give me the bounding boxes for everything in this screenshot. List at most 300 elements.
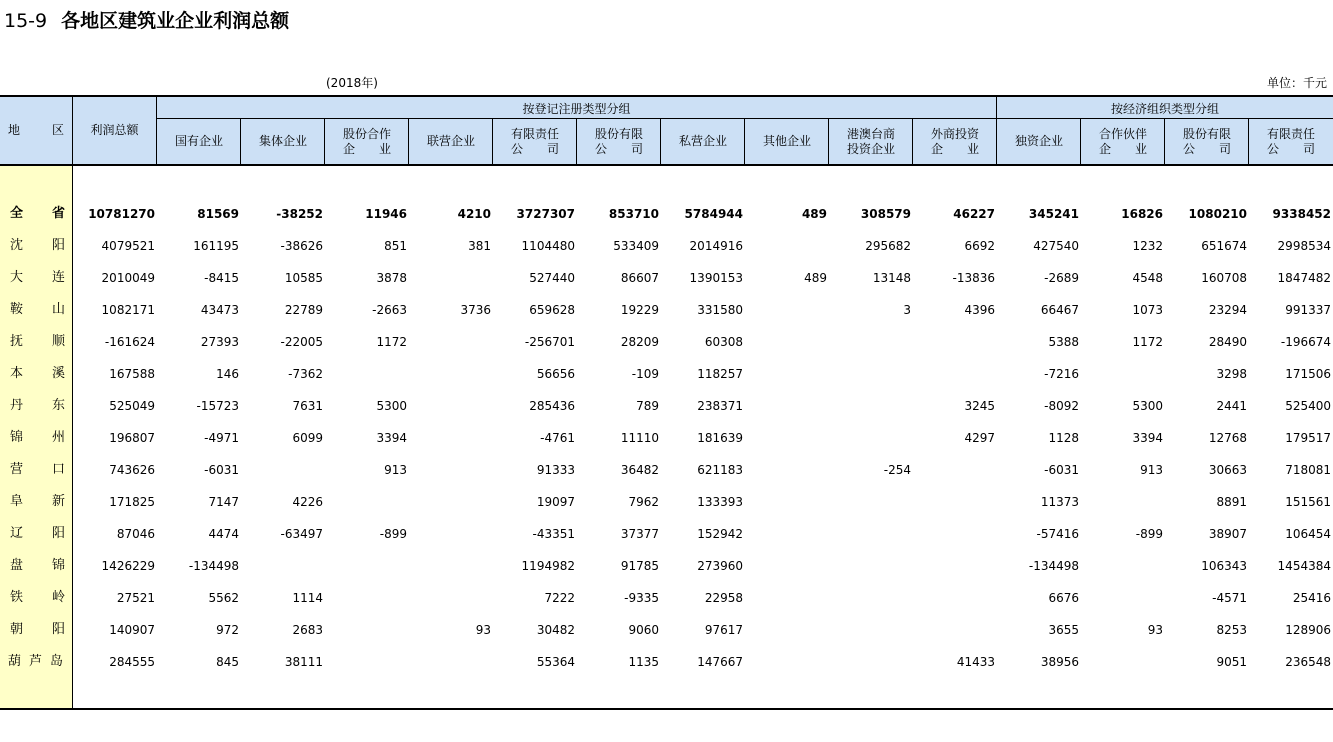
column-divider — [408, 119, 409, 164]
column-header-line: 公 司 — [594, 141, 643, 156]
value-cell: 5388 — [1048, 335, 1079, 349]
value-cell: 789 — [636, 399, 659, 413]
region-name — [0, 460, 72, 480]
value-cell: -2663 — [372, 303, 407, 317]
value-cell: 525400 — [1285, 399, 1331, 413]
value-cell: 56656 — [536, 367, 575, 381]
value-cell: -899 — [379, 527, 407, 541]
value-cell — [831, 524, 911, 544]
value-cell — [1083, 588, 1163, 608]
region-name — [0, 652, 72, 672]
value-cell: 11373 — [1040, 495, 1079, 509]
column-header-line: 公 司 — [1182, 141, 1231, 156]
value-cell: 1135 — [628, 655, 659, 669]
value-cell: 93 — [475, 623, 491, 637]
value-cell: -196674 — [1280, 335, 1331, 349]
value-cell: 1128 — [1048, 431, 1079, 445]
region-header-char-1: 地 — [8, 122, 21, 137]
value-cell: 28209 — [620, 335, 659, 349]
value-cell: 3727307 — [516, 207, 575, 221]
value-cell: 2998534 — [1277, 239, 1331, 253]
region-name-char: 抚 — [10, 334, 24, 349]
column-header-line: 独资企业 — [1014, 134, 1063, 148]
value-cell: 1114 — [292, 591, 323, 605]
value-cell: 3298 — [1216, 367, 1247, 381]
column-header-text — [1099, 127, 1147, 157]
region-name-char: 顺 — [52, 334, 66, 349]
value-cell: -13836 — [952, 271, 995, 285]
value-cell: 1073 — [1132, 303, 1163, 317]
value-cell — [327, 364, 407, 384]
value-cell: 16826 — [1121, 207, 1163, 221]
value-cell — [747, 236, 827, 256]
region-name — [0, 364, 72, 384]
column-header-text — [175, 134, 223, 149]
region-name — [0, 428, 72, 448]
value-cell: 1104480 — [521, 239, 575, 253]
value-cell: 147667 — [697, 655, 743, 669]
value-cell — [327, 588, 407, 608]
value-cell — [831, 588, 911, 608]
value-cell — [747, 460, 827, 480]
value-cell: 2441 — [1216, 399, 1247, 413]
column-header-line: 有限责任 — [1266, 126, 1315, 141]
column-divider — [996, 96, 997, 164]
value-cell: 91785 — [620, 559, 659, 573]
value-cell: 171506 — [1285, 367, 1331, 381]
column-header-line: 外商投资 — [930, 126, 979, 141]
registration-type-group-header: 按登记注册类型分组 — [522, 102, 631, 116]
column-divider — [156, 96, 157, 164]
column-header-line: 公 司 — [1266, 141, 1315, 156]
value-cell — [411, 652, 491, 672]
value-cell — [243, 460, 323, 480]
value-cell: 1172 — [1132, 335, 1163, 349]
region-name — [0, 204, 72, 224]
column-header-1 — [157, 119, 241, 164]
value-cell: 6692 — [964, 239, 995, 253]
value-cell — [327, 620, 407, 640]
value-cell: 41433 — [956, 655, 995, 669]
value-cell: 46227 — [953, 207, 995, 221]
value-cell: 93 — [1147, 623, 1163, 637]
value-cell: 972 — [216, 623, 239, 637]
value-cell — [411, 396, 491, 416]
region-name-char: 阳 — [52, 238, 66, 253]
value-cell: 133393 — [697, 495, 743, 509]
column-header-7 — [661, 119, 745, 164]
value-cell — [1083, 492, 1163, 512]
value-cell: -134498 — [188, 559, 239, 573]
region-name-char: 岭 — [52, 590, 66, 605]
value-cell — [1083, 556, 1163, 576]
value-cell — [747, 588, 827, 608]
column-header-text — [427, 134, 475, 149]
value-cell — [327, 492, 407, 512]
value-cell: 6099 — [292, 431, 323, 445]
value-cell — [747, 652, 827, 672]
unit-note: 单位：千元 — [1266, 76, 1327, 90]
column-divider — [744, 119, 745, 164]
table-bottom-rule — [0, 708, 1333, 710]
value-cell: 285436 — [529, 399, 575, 413]
column-header-4 — [409, 119, 493, 164]
region-header — [0, 96, 72, 164]
value-cell — [831, 620, 911, 640]
value-cell: 106454 — [1285, 527, 1331, 541]
region-name-char: 朝 — [10, 622, 24, 637]
value-cell: 7631 — [292, 399, 323, 413]
value-cell: -134498 — [1028, 559, 1079, 573]
value-cell: -899 — [1135, 527, 1163, 541]
total-profit-cell: 27521 — [116, 591, 155, 605]
value-cell: 6676 — [1048, 591, 1079, 605]
value-cell: 38111 — [284, 655, 323, 669]
column-header-line: 企 业 — [1098, 141, 1147, 156]
region-name-char: 新 — [52, 494, 66, 509]
region-name-char: 省 — [52, 206, 66, 221]
region-name — [0, 524, 72, 544]
value-cell: 489 — [804, 271, 827, 285]
value-cell: 9060 — [628, 623, 659, 637]
value-cell — [411, 492, 491, 512]
value-cell — [747, 300, 827, 320]
value-cell: 10585 — [284, 271, 323, 285]
value-cell: 12768 — [1208, 431, 1247, 445]
total-profit-cell: 1082171 — [101, 303, 155, 317]
value-cell: 1080210 — [1188, 207, 1247, 221]
value-cell: 3394 — [1132, 431, 1163, 445]
column-header-line: 企 业 — [930, 141, 979, 156]
value-cell: 3655 — [1048, 623, 1079, 637]
value-cell: 5562 — [208, 591, 239, 605]
value-cell: -22005 — [280, 335, 323, 349]
region-name-char: 本 — [10, 366, 24, 381]
value-cell: 25416 — [1292, 591, 1331, 605]
total-profit-cell: 284555 — [109, 655, 155, 669]
value-cell: 1232 — [1132, 239, 1163, 253]
value-cell: 991337 — [1285, 303, 1331, 317]
total-profit-cell: 743626 — [109, 463, 155, 477]
value-cell: 28490 — [1208, 335, 1247, 349]
value-cell: 8253 — [1216, 623, 1247, 637]
region-name-char: 鞍 — [10, 302, 24, 317]
table-title — [4, 6, 289, 33]
column-header-text — [511, 127, 559, 157]
value-cell: 4474 — [208, 527, 239, 541]
column-header-text — [763, 134, 811, 149]
value-cell: 8891 — [1216, 495, 1247, 509]
region-name-char: 口 — [52, 462, 66, 477]
value-cell: 9338452 — [1272, 207, 1331, 221]
value-cell: -4761 — [540, 431, 575, 445]
region-name-char: 阳 — [52, 622, 66, 637]
value-cell: 128906 — [1285, 623, 1331, 637]
region-name — [0, 300, 72, 320]
value-cell: 106343 — [1201, 559, 1247, 573]
value-cell — [831, 364, 911, 384]
value-cell: 13148 — [872, 271, 911, 285]
value-cell: 7962 — [628, 495, 659, 509]
value-cell: 2683 — [292, 623, 323, 637]
table-title-text: 各地区建筑业企业利润总额 — [61, 10, 290, 32]
column-header-line: 联营企业 — [426, 134, 475, 148]
region-name-text: 葫芦岛 — [8, 654, 72, 669]
value-cell: 7222 — [544, 591, 575, 605]
region-name-char: 盘 — [10, 558, 24, 573]
total-profit-cell: 1426229 — [101, 559, 155, 573]
value-cell: 81569 — [197, 207, 239, 221]
value-cell: 913 — [1140, 463, 1163, 477]
value-cell: 4297 — [964, 431, 995, 445]
column-divider — [1164, 119, 1165, 164]
region-name-char: 辽 — [10, 526, 24, 541]
value-cell: -38626 — [280, 239, 323, 253]
value-cell: 3245 — [964, 399, 995, 413]
total-profit-cell: 140907 — [109, 623, 155, 637]
value-cell: 179517 — [1285, 431, 1331, 445]
column-header-line: 其他企业 — [762, 134, 811, 148]
column-header-6 — [577, 119, 661, 164]
value-cell: 659628 — [529, 303, 575, 317]
total-profit-cell: 10781270 — [88, 207, 155, 221]
value-cell — [915, 460, 995, 480]
value-cell: 22789 — [284, 303, 323, 317]
value-cell: 36482 — [620, 463, 659, 477]
value-cell: 913 — [384, 463, 407, 477]
value-cell — [915, 332, 995, 352]
value-cell: 60308 — [704, 335, 743, 349]
value-cell: 27393 — [200, 335, 239, 349]
organization-type-group-header: 按经济组织类型分组 — [1110, 102, 1219, 116]
region-name-char: 铁 — [10, 590, 24, 605]
value-cell: -256701 — [524, 335, 575, 349]
value-cell: 845 — [216, 655, 239, 669]
region-header-char-2: 区 — [51, 122, 64, 137]
region-name-char: 全 — [10, 206, 24, 221]
value-cell: 97617 — [704, 623, 743, 637]
value-cell — [411, 332, 491, 352]
value-cell: 4226 — [292, 495, 323, 509]
total-profit-cell: 167588 — [109, 367, 155, 381]
column-header-10 — [913, 119, 997, 164]
value-cell — [1083, 652, 1163, 672]
value-cell: 3736 — [460, 303, 491, 317]
value-cell: -109 — [631, 367, 659, 381]
value-cell: 527440 — [529, 271, 575, 285]
value-cell: 1194982 — [521, 559, 575, 573]
value-cell: 91333 — [536, 463, 575, 477]
value-cell — [747, 332, 827, 352]
region-name-char: 溪 — [52, 366, 66, 381]
value-cell: 7147 — [208, 495, 239, 509]
value-cell: 1454384 — [1277, 559, 1331, 573]
value-cell — [747, 364, 827, 384]
value-cell: 4210 — [457, 207, 491, 221]
value-cell: 151561 — [1285, 495, 1331, 509]
value-cell — [243, 556, 323, 576]
column-header-line: 有限责任 — [510, 126, 559, 141]
total-profit-cell: 87046 — [116, 527, 155, 541]
value-cell: 118257 — [697, 367, 743, 381]
table-number: 15-9 — [4, 10, 48, 32]
value-cell — [747, 524, 827, 544]
value-cell — [747, 428, 827, 448]
value-cell — [327, 652, 407, 672]
value-cell — [831, 332, 911, 352]
column-header-line: 股份有限 — [594, 126, 643, 141]
column-divider — [576, 119, 577, 164]
region-name — [0, 396, 72, 416]
column-header-line: 投资企业 — [846, 141, 895, 156]
value-cell: 427540 — [1033, 239, 1079, 253]
region-name-char: 锦 — [52, 558, 66, 573]
value-cell: 851 — [384, 239, 407, 253]
column-header-12 — [1081, 119, 1165, 164]
value-cell — [915, 556, 995, 576]
column-divider — [1248, 119, 1249, 164]
value-cell: 381 — [468, 239, 491, 253]
value-cell: -6031 — [204, 463, 239, 477]
total-profit-cell: 2010049 — [101, 271, 155, 285]
value-cell: -6031 — [1044, 463, 1079, 477]
column-header-2 — [241, 119, 325, 164]
value-cell: 3878 — [376, 271, 407, 285]
value-cell: 22958 — [704, 591, 743, 605]
value-cell: 38956 — [1040, 655, 1079, 669]
column-header-line: 合作伙伴 — [1098, 126, 1147, 141]
value-cell: 533409 — [613, 239, 659, 253]
value-cell: 11110 — [620, 431, 659, 445]
column-header-text — [931, 127, 979, 157]
column-header-13 — [1165, 119, 1249, 164]
value-cell: 236548 — [1285, 655, 1331, 669]
value-cell — [411, 556, 491, 576]
column-divider — [240, 119, 241, 164]
region-name — [0, 588, 72, 608]
value-cell: 4396 — [964, 303, 995, 317]
value-cell — [411, 428, 491, 448]
value-cell — [747, 492, 827, 512]
column-header-9 — [829, 119, 913, 164]
region-name — [0, 268, 72, 288]
value-cell: -7362 — [288, 367, 323, 381]
region-name-char: 山 — [52, 302, 66, 317]
value-cell: 55364 — [536, 655, 575, 669]
column-divider — [492, 119, 493, 164]
value-cell — [327, 556, 407, 576]
value-cell: 2014916 — [689, 239, 743, 253]
value-cell: 345241 — [1028, 207, 1079, 221]
value-cell: 43473 — [200, 303, 239, 317]
value-cell — [831, 556, 911, 576]
value-cell — [831, 652, 911, 672]
total-profit-header: 利润总额 — [90, 122, 139, 137]
column-header-text — [679, 134, 727, 149]
value-cell — [411, 460, 491, 480]
value-cell: -63497 — [280, 527, 323, 541]
value-cell — [1083, 364, 1163, 384]
column-header-line: 集体企业 — [258, 134, 307, 148]
value-cell: 5300 — [376, 399, 407, 413]
column-header-line: 公 司 — [510, 141, 559, 156]
year-note: (2018年) — [326, 76, 378, 90]
value-cell: -254 — [883, 463, 911, 477]
region-column-divider — [72, 96, 73, 709]
region-name — [0, 332, 72, 352]
value-cell: 1172 — [376, 335, 407, 349]
value-cell: -57416 — [1036, 527, 1079, 541]
value-cell: 19097 — [536, 495, 575, 509]
value-cell: 66467 — [1040, 303, 1079, 317]
column-header-11 — [997, 119, 1081, 164]
region-name-char: 连 — [52, 270, 66, 285]
region-name — [0, 492, 72, 512]
value-cell: 5300 — [1132, 399, 1163, 413]
column-header-8 — [745, 119, 829, 164]
region-name — [0, 556, 72, 576]
region-name-char: 东 — [52, 398, 66, 413]
value-cell: 308579 — [860, 207, 911, 221]
value-cell — [915, 524, 995, 544]
total-profit-cell: 196807 — [109, 431, 155, 445]
column-header-text — [847, 127, 895, 157]
column-header-3 — [325, 119, 409, 164]
column-header-text — [259, 134, 307, 149]
value-cell — [747, 620, 827, 640]
value-cell: 331580 — [697, 303, 743, 317]
table-top-rule — [0, 95, 1333, 97]
value-cell: 4548 — [1132, 271, 1163, 285]
region-name-char: 大 — [10, 270, 24, 285]
region-name-char: 沈 — [10, 238, 24, 253]
value-cell — [915, 364, 995, 384]
value-cell — [915, 492, 995, 512]
value-cell: 11946 — [365, 207, 407, 221]
column-header-line: 股份有限 — [1182, 126, 1231, 141]
value-cell: -2689 — [1044, 271, 1079, 285]
value-cell: 19229 — [620, 303, 659, 317]
value-cell — [831, 396, 911, 416]
column-header-line: 国有企业 — [174, 134, 223, 148]
value-cell: 273960 — [697, 559, 743, 573]
value-cell: 5784944 — [684, 207, 743, 221]
column-header-text — [1015, 134, 1063, 149]
value-cell: 621183 — [697, 463, 743, 477]
value-cell — [411, 364, 491, 384]
value-cell: 160708 — [1201, 271, 1247, 285]
region-name-char: 州 — [52, 430, 66, 445]
total-profit-cell: -161624 — [104, 335, 155, 349]
value-cell: 489 — [801, 207, 827, 221]
value-cell — [411, 524, 491, 544]
column-header-text — [1183, 127, 1231, 157]
value-cell: -38252 — [276, 207, 323, 221]
value-cell: -8092 — [1044, 399, 1079, 413]
column-header-line: 股份合作 — [342, 126, 391, 141]
value-cell: -7216 — [1044, 367, 1079, 381]
column-divider — [324, 119, 325, 164]
value-cell: 146 — [216, 367, 239, 381]
value-cell — [411, 588, 491, 608]
column-header-line: 港澳台商 — [846, 126, 895, 141]
column-divider — [912, 119, 913, 164]
column-header-text — [1267, 127, 1315, 157]
value-cell: 1847482 — [1277, 271, 1331, 285]
value-cell: 23294 — [1208, 303, 1247, 317]
value-cell: 152942 — [697, 527, 743, 541]
region-name-char: 阜 — [10, 494, 24, 509]
